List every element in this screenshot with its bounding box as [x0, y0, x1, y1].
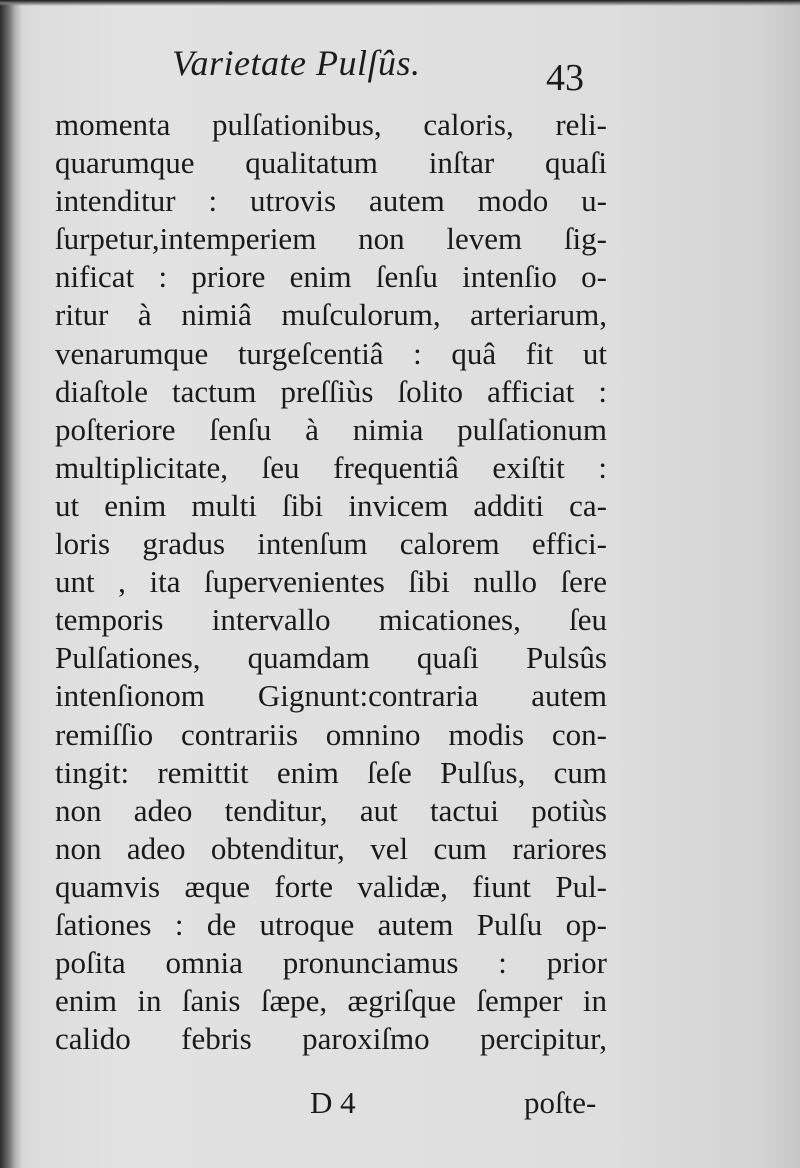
text-line: ſationes : de utroque autem Pulſu op-: [55, 906, 607, 942]
text-line: calido febris paroxiſmo percipitur,: [55, 1021, 607, 1057]
text-line: nificat : priore enim ſenſu intenſio o-: [55, 259, 607, 295]
text-line: remiſſio contrariis omnino modis con-: [55, 716, 607, 752]
text-line: intenditur : utrovis autem modo u-: [55, 183, 607, 219]
text-line: ritur à nimiâ muſculorum, arteriarum,: [55, 297, 607, 333]
running-head-title: Varietate Pulſûs.: [172, 43, 421, 83]
text-line: Pulſationes, quamdam quaſi Pulsûs: [55, 640, 607, 676]
text-line: poſita omnia pronunciamus : prior: [55, 945, 607, 981]
text-line: quamvis æque forte validæ, fiunt Pul-: [55, 868, 607, 904]
text-line: momenta pulſationibus, caloris, reli-: [55, 107, 607, 142]
text-line: ut enim multi ſibi invicem additi ca-: [55, 487, 607, 523]
text-line: multiplicitate, ſeu frequentiâ exiſtit :: [55, 449, 607, 485]
text-line: enim in ſanis ſæpe, ægriſque ſemper in: [55, 983, 607, 1019]
page-gutter-shadow: [0, 0, 22, 1168]
text-line: quarumque qualitatum inſtar quaſi: [55, 145, 607, 181]
text-line: ſurpetur,intemperiem non levem ſig-: [55, 221, 607, 257]
text-line: diaſtole tactum preſſiùs ſolito afficiat :: [55, 373, 607, 409]
text-line: unt , ita ſupervenientes ſibi nullo ſere: [55, 564, 607, 600]
text-line: tingit: remittit enim ſeſe Pulſus, cum: [55, 754, 607, 790]
signature-mark: D 4: [310, 1085, 356, 1120]
text-line: non adeo obtenditur, vel cum rariores: [55, 830, 607, 866]
text-line: temporis intervallo micationes, ſeu: [55, 602, 607, 638]
page-number: 43: [546, 57, 584, 99]
body-text: [55, 106, 607, 1058]
catchword: poſte-: [524, 1085, 597, 1120]
text-line: loris gradus intenſum calorem effici-: [55, 526, 607, 562]
text-line: poſteriore ſenſu à nimia pulſationum: [55, 411, 607, 447]
text-line: intenſionom Gignunt:contraria autem: [55, 678, 607, 714]
text-line: venarumque turgeſcentiâ : quâ fit ut: [55, 335, 607, 371]
page-top-shadow: [0, 0, 800, 6]
text-line: non adeo tenditur, aut tactui potiùs: [55, 792, 607, 828]
